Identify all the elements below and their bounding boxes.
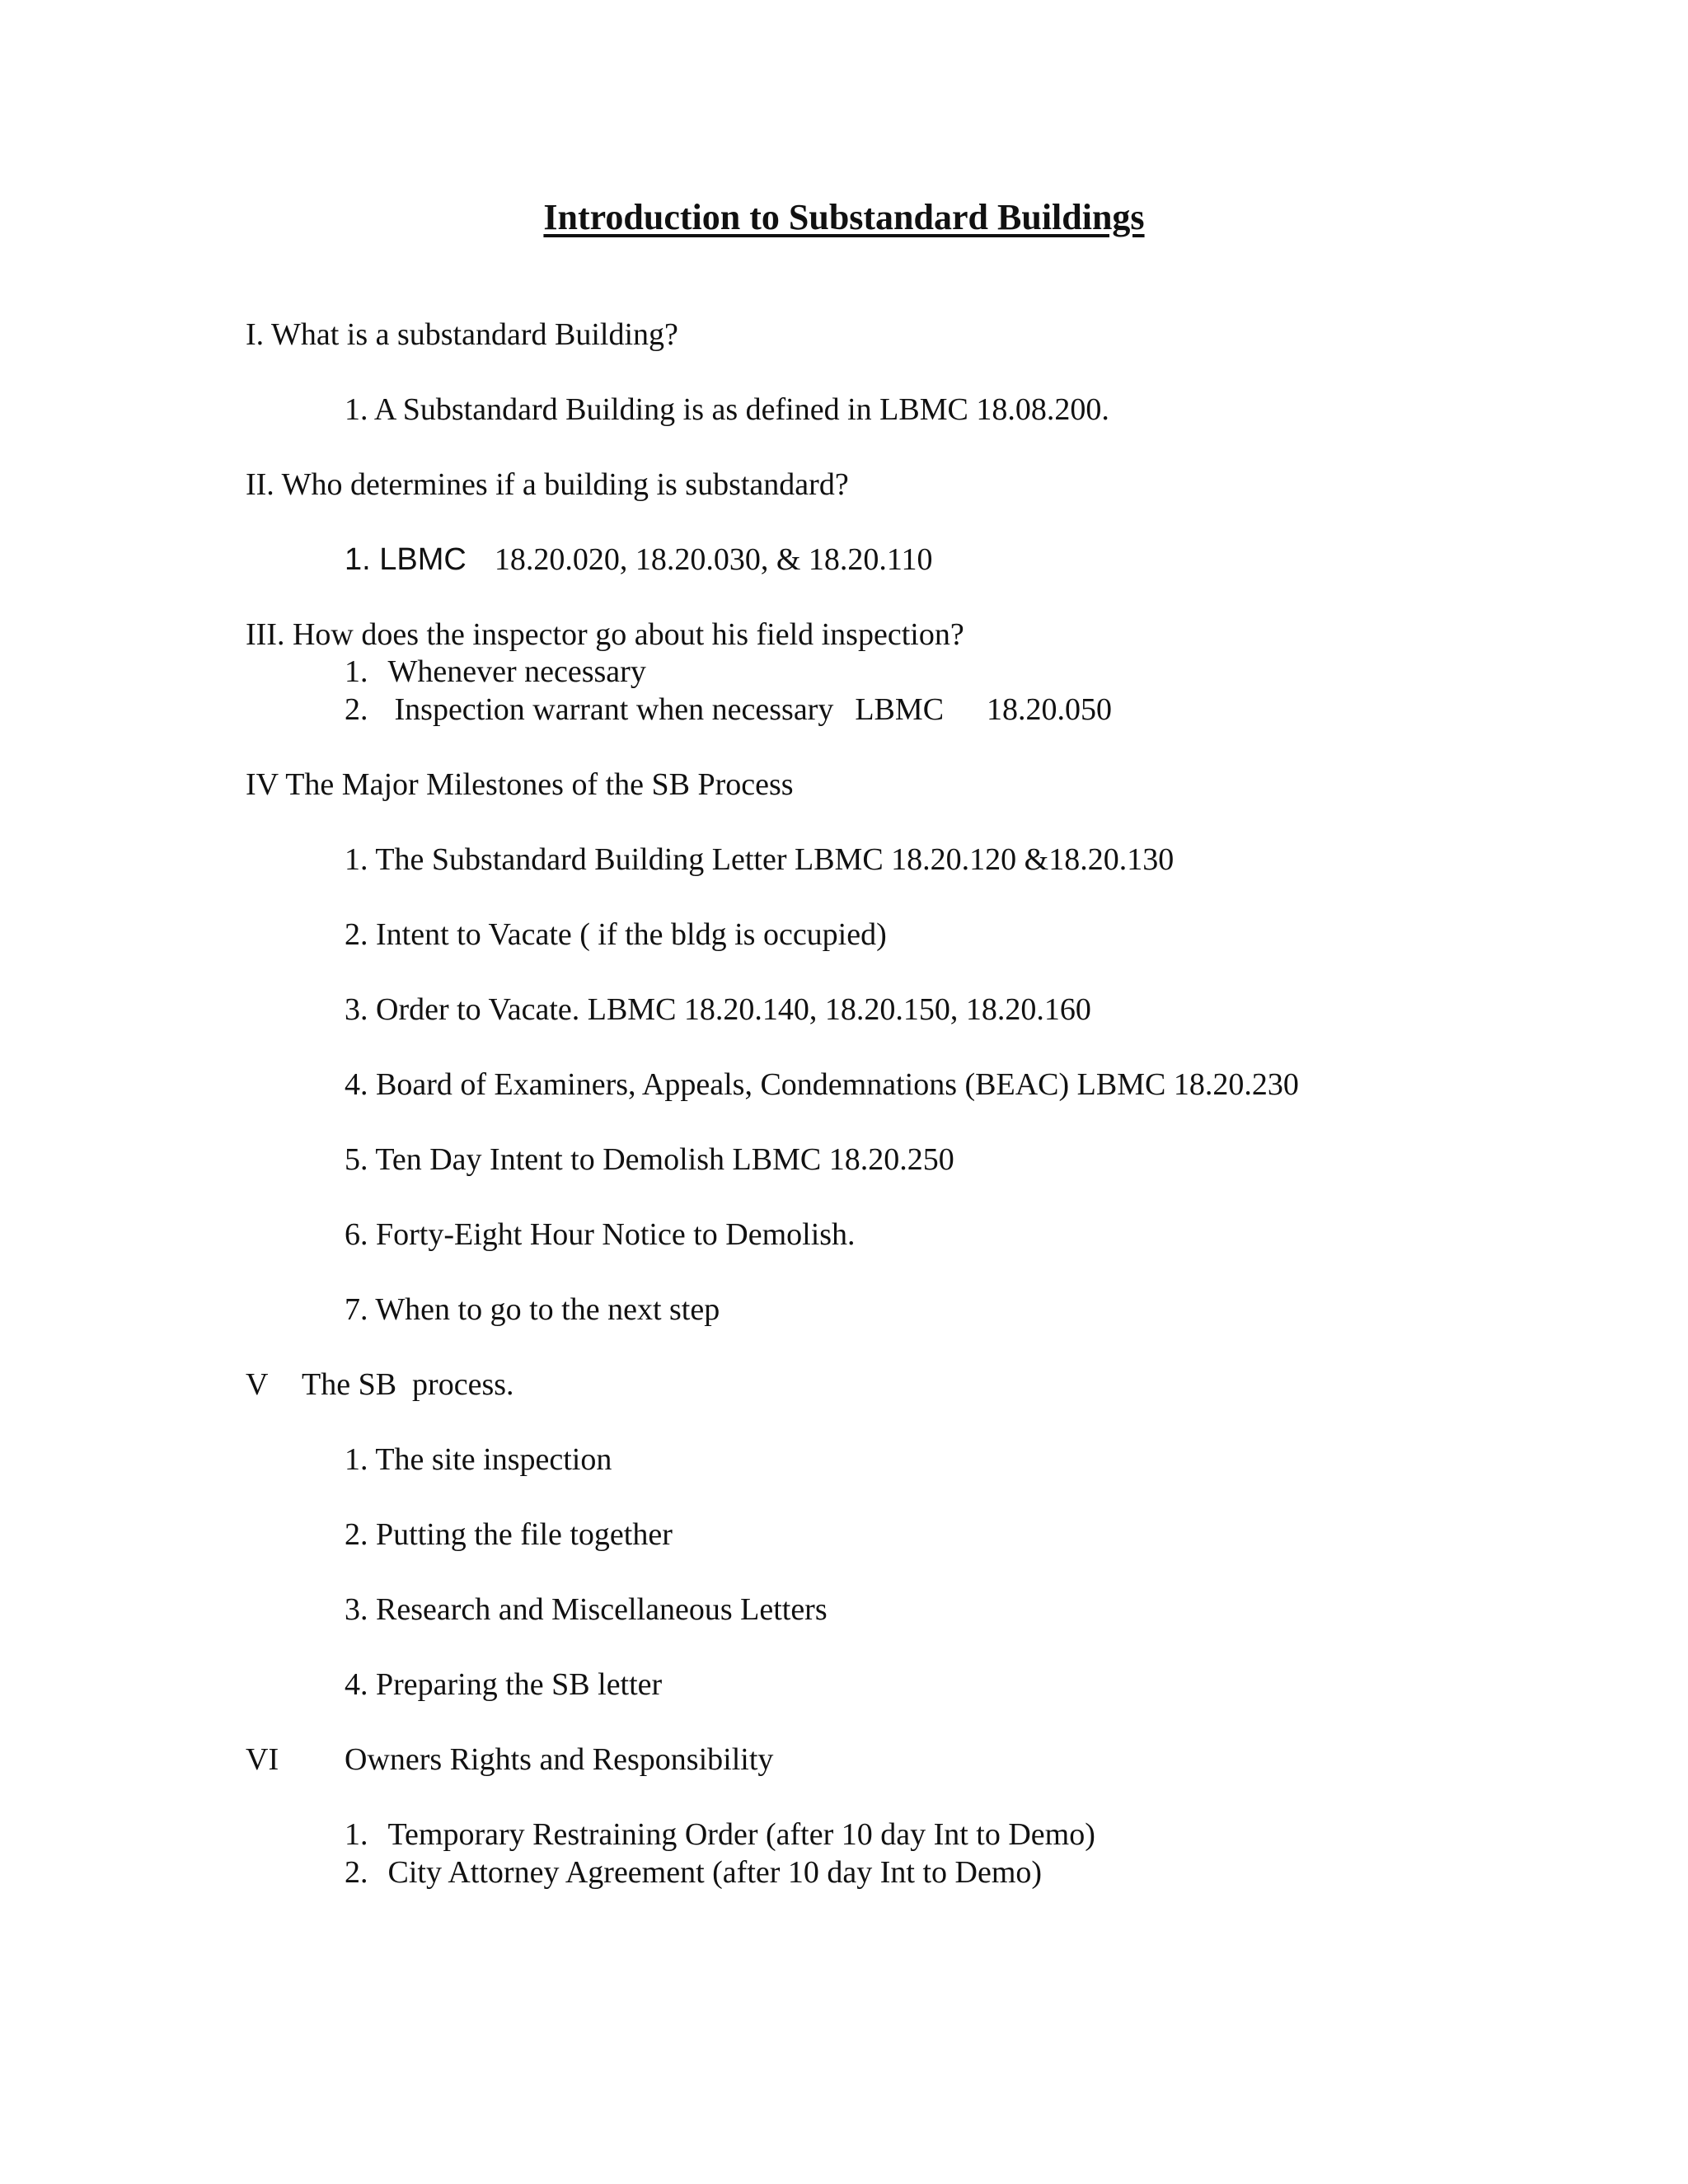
list-item-number: 1. [345,654,368,689]
section-heading: Owners Rights and Responsibility [345,1742,774,1777]
list-item [345,691,1112,728]
list-item [345,654,646,690]
section-numeral: VI [246,1742,279,1777]
list-item-number: 1. [345,1817,368,1852]
section-numeral: V [246,1367,269,1402]
section-heading: III. How does the inspector go about his field inspection? [246,617,964,652]
section-heading: The SB process. [302,1367,514,1402]
list-item: 2. Intent to Vacate ( if the bldg is occupied) [345,917,887,952]
list-item [345,1816,1095,1853]
section-heading: IV The Major Milestones of the SB Process [246,767,794,802]
list-item-reference: 18.20.050 [987,692,1113,727]
list-item-text: City Attorney Agreement (after 10 day Int to Demo) [387,1855,1043,1890]
list-item: 3. Research and Miscellaneous Letters [345,1592,828,1627]
list-item-text: Temporary Restraining Order (after 10 day Int to Demo) [387,1817,1095,1852]
list-item-number: 2. [345,692,368,727]
list-item: 6. Forty-Eight Hour Notice to Demolish. [345,1217,856,1252]
list-item: 1. The Substandard Building Letter LBMC 18.20.120 &18.20.130 [345,842,1175,877]
list-item: 4. Preparing the SB letter [345,1667,663,1702]
list-item [345,1854,1042,1891]
list-item-text: Inspection warrant when necessary [394,692,834,727]
list-item-prefix: 1. LBMC [345,542,467,577]
list-item: 2. Putting the file together [345,1517,673,1552]
section-heading: II. Who determines if a building is substandard? [246,467,849,502]
list-item-reference: 18.20.020, 18.20.030, & 18.20.110 [494,542,933,577]
list-item: 4. Board of Examiners, Appeals, Condemnations (BEAC) LBMC 18.20.230 [345,1067,1299,1102]
list-item: 1. A Substandard Building is as defined in LBMC 18.08.200. [345,392,1109,427]
section-heading: I. What is a substandard Building? [246,317,678,352]
page-title: Introduction to Substandard Buildings [543,197,1145,237]
list-item: 5. Ten Day Intent to Demolish LBMC 18.20.250 [345,1142,954,1177]
list-item-code: LBMC [855,692,945,727]
list-item: 3. Order to Vacate. LBMC 18.20.140, 18.20.150, 18.20.160 [345,992,1091,1027]
list-item-number: 2. [345,1855,368,1890]
list-item [345,541,932,578]
list-item-text: Whenever necessary [387,654,646,689]
list-item: 1. The site inspection [345,1442,612,1477]
list-item: 7. When to go to the next step [345,1292,720,1327]
